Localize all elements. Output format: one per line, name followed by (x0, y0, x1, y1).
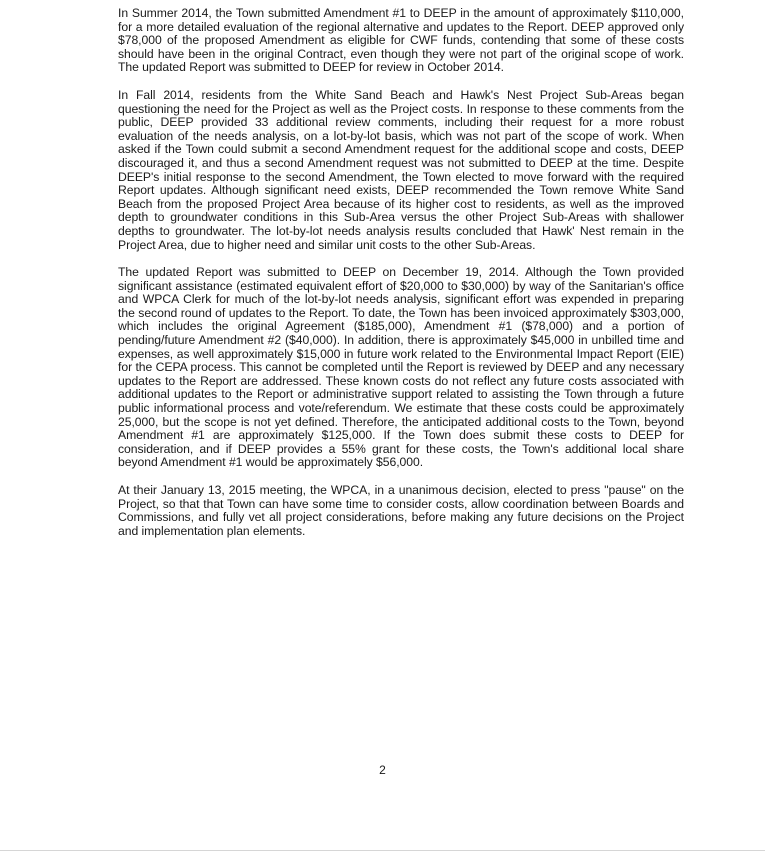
page-number: 2 (379, 763, 386, 777)
page-bottom-edge (0, 850, 765, 851)
paragraph-amendment-1: In Summer 2014, the Town submitted Amendment #1 to DEEP in the amount of approximately $110,000, for a more detailed evaluation of the regional alternative and updates to the Report. DEEP approved only $78,000 of the proposed Amendment as eligible for CWF funds, contending that some of these costs should have been in the original Contract, even though they were not part of the original scope of work. The updated Report was submitted to DEEP for review in October 2014. (118, 6, 684, 75)
paragraph-wpca-pause: At their January 13, 2015 meeting, the WPCA, in a unanimous decision, elected to press "pause" on the Project, so that that Town can have some time to consider costs, allow coordination between Boards and Commissions, and fully vet all project considerations, before making any future decisions on the Project and implementation plan elements. (118, 483, 684, 538)
paragraph-fall-2014: In Fall 2014, residents from the White Sand Beach and Hawk's Nest Project Sub-Areas began questioning the need for the Project as well as the Project costs. In response to these comments from the public, DEEP provided 33 additional review comments, including their request for a more robust evaluation of the needs analysis, on a lot-by-lot basis, which was not part of the scope of work. When asked if the Town could submit a second Amendment request for the additional scope and costs, DEEP discouraged it, and thus a second Amendment request was not submitted to DEEP at the time. Despite DEEP's initial response to the second Amendment, the Town elected to move forward with the required Report updates. Although significant need exists, DEEP recommended the Town remove White Sand Beach from the proposed Project Area because of its higher cost to residents, as well as the improved depth to groundwater conditions in this Sub-Area versus the other Project Sub-Areas with shallower depths to groundwater. The lot-by-lot needs analysis results concluded that Hawk' Nest remain in the Project Area, due to higher need and similar unit costs to the other Sub-Areas. (118, 87, 684, 252)
document-body (118, 7, 684, 552)
paragraph-updated-report: The updated Report was submitted to DEEP on December 19, 2014. Although the Town provided significant assistance (estimated equivalent effort of $20,000 to $30,000) by way of the Sanitarian's office and WPCA Clerk for much of the lot-by-lot needs analysis, significant effort was expended in preparing the second round of updates to the Report. To date, the Town has been invoiced approximately $303,000, which includes the original Agreement ($185,000), Amendment #1 ($78,000) and a portion of pending/future Amendment #2 ($40,000). In addition, there is approximately $45,000 in unbilled time and expenses, as well approximately $15,000 in future work related to the Environmental Impact Report (EIE) for the CEPA process. This cannot be completed until the Report is reviewed by DEEP and any necessary updates to the Report are addressed. These known costs do not reflect any future costs associated with additional updates to the Report or administrative support related to assisting the Town through a future public informational process and vote/referendum. We estimate that these costs could be approximately 25,000, but the scope is not yet defined. Therefore, the anticipated additional costs to the Town, beyond Amendment #1 are approximately $125,000. If the Town does submit these costs to DEEP for consideration, and if DEEP provides a 55% grant for these costs, the Town's additional local share beyond Amendment #1 would be approximately $56,000. (118, 265, 684, 470)
